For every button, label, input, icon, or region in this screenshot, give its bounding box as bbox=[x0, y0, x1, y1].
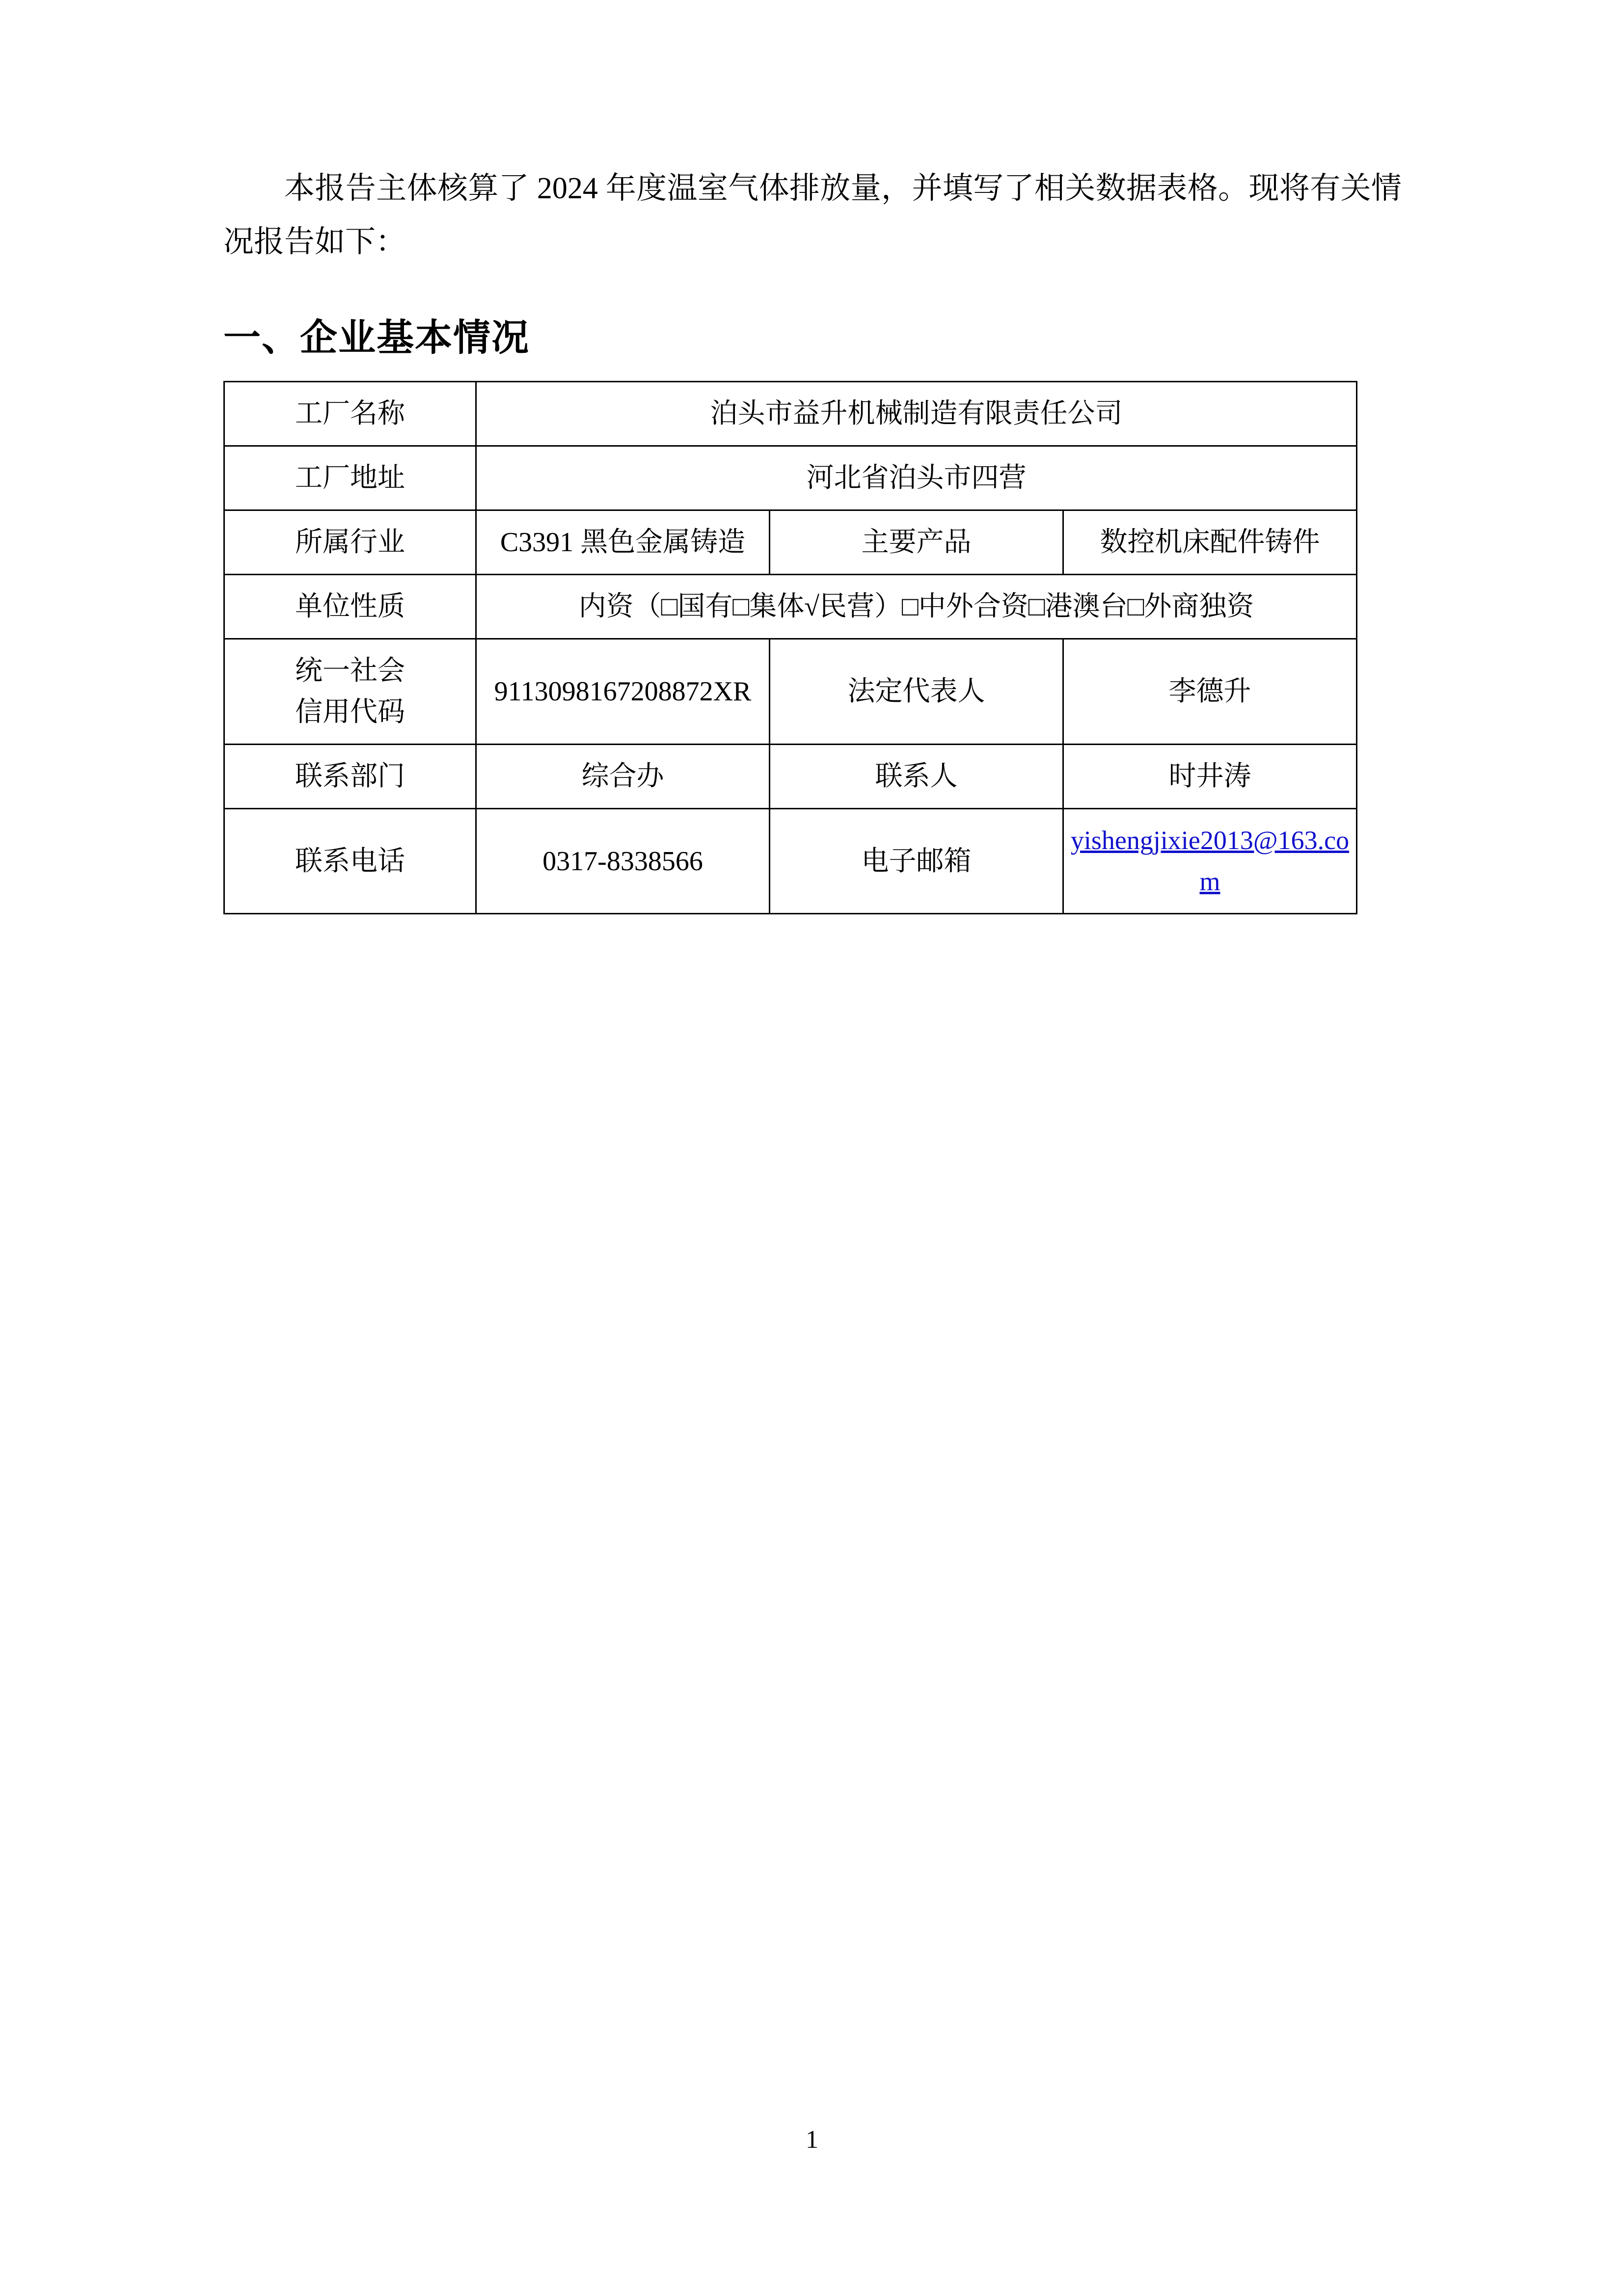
table-row bbox=[224, 809, 1357, 914]
row-value-legal-representative: 李德升 bbox=[1063, 639, 1357, 745]
row-value-industry: C3391 黑色金属铸造 bbox=[476, 510, 770, 575]
row-label-factory-name: 工厂名称 bbox=[224, 382, 476, 446]
table-row bbox=[224, 575, 1357, 639]
row-label-email: 电子邮箱 bbox=[770, 809, 1063, 914]
intro-paragraph: 本报告主体核算了 2024 年度温室气体排放量，并填写了相关数据表格。现将有关情况报告如下： bbox=[223, 172, 1402, 259]
row-label-main-product: 主要产品 bbox=[770, 510, 1063, 575]
row-label-legal-representative: 法定代表人 bbox=[770, 639, 1063, 745]
enterprise-info-table bbox=[223, 381, 1357, 914]
row-value-contact-person: 时井涛 bbox=[1063, 745, 1357, 809]
table-row bbox=[224, 446, 1357, 510]
table-row bbox=[224, 745, 1357, 809]
table-row bbox=[224, 639, 1357, 745]
row-value-credit-code: 9113098167208872XR bbox=[476, 639, 770, 745]
row-label-unit-nature: 单位性质 bbox=[224, 575, 476, 639]
table-row bbox=[224, 382, 1357, 446]
row-label-factory-address: 工厂地址 bbox=[224, 446, 476, 510]
row-label-contact-phone: 联系电话 bbox=[224, 809, 476, 914]
row-value-email bbox=[1063, 809, 1357, 914]
row-value-main-product: 数控机床配件铸件 bbox=[1063, 510, 1357, 575]
row-value-unit-nature: 内资（□国有□集体√民营）□中外合资□港澳台□外商独资 bbox=[476, 575, 1357, 639]
page-number: 1 bbox=[806, 2126, 818, 2154]
page-content bbox=[223, 162, 1402, 914]
row-label-industry: 所属行业 bbox=[224, 510, 476, 575]
row-value-factory-address: 河北省泊头市四营 bbox=[476, 446, 1357, 510]
section-heading: 一、企业基本情况 bbox=[223, 318, 530, 359]
row-value-contact-department: 综合办 bbox=[476, 745, 770, 809]
table-row bbox=[224, 510, 1357, 575]
row-value-contact-phone: 0317-8338566 bbox=[476, 809, 770, 914]
row-label-credit-code bbox=[224, 639, 476, 745]
credit-code-label-line2: 信用代码 bbox=[295, 697, 405, 727]
row-label-contact-person: 联系人 bbox=[770, 745, 1063, 809]
row-label-contact-department: 联系部门 bbox=[224, 745, 476, 809]
credit-code-label-line1: 统一社会 bbox=[295, 656, 405, 686]
row-value-factory-name: 泊头市益升机械制造有限责任公司 bbox=[476, 382, 1357, 446]
email-link[interactable]: yishengjixie2013@163.com bbox=[1070, 826, 1350, 896]
